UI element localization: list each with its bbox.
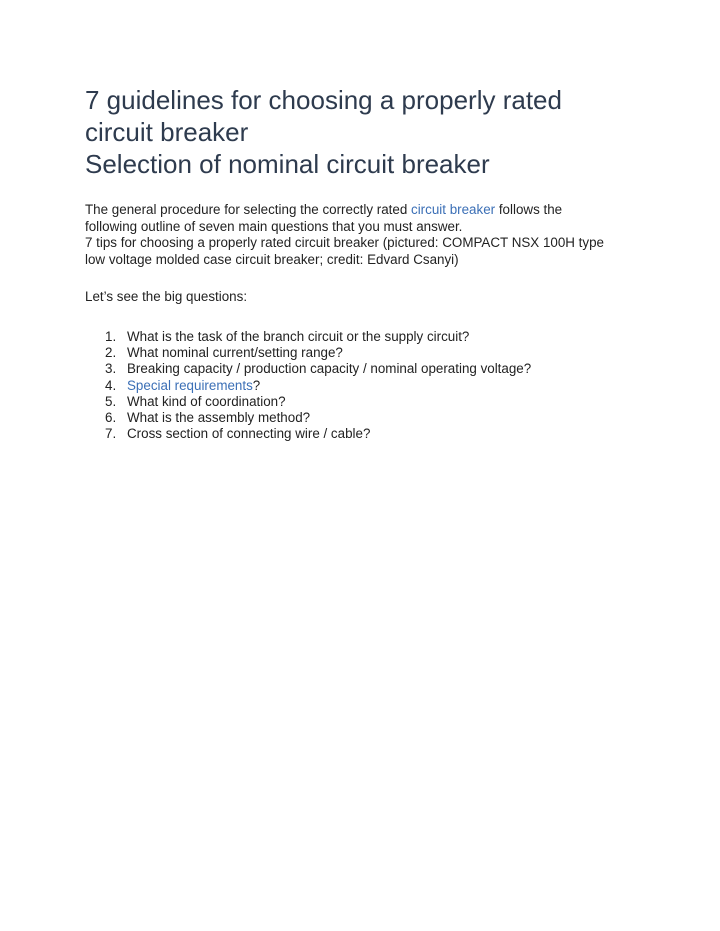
title-line-2: circuit breaker xyxy=(85,117,249,147)
questions-list xyxy=(85,329,531,442)
list-number: 7. xyxy=(105,426,117,442)
list-number: 3. xyxy=(105,361,117,377)
list-item-text: What nominal current/setting range? xyxy=(127,345,343,361)
lead-text: Let’s see the big questions: xyxy=(85,289,248,304)
list-number: 5. xyxy=(105,393,117,409)
list-item xyxy=(85,329,531,345)
intro-paragraph xyxy=(85,202,685,268)
image-caption-line-2: low voltage molded case circuit breaker; credit: Edvard Csanyi) xyxy=(85,251,459,267)
title-line-1: 7 guidelines for choosing a properly rated xyxy=(85,85,562,115)
intro-text-before: The general procedure for selecting the correctly rated xyxy=(85,202,412,217)
list-item xyxy=(85,410,531,426)
list-number: 4. xyxy=(105,377,117,393)
list-item xyxy=(85,345,531,361)
list-number: 1. xyxy=(105,329,117,344)
list-item xyxy=(85,361,531,377)
list-number: 6. xyxy=(105,410,117,426)
list-item-text: What kind of coordination? xyxy=(127,393,286,409)
intro-line-2: following outline of seven main questions that you must answer. xyxy=(85,218,463,234)
list-item-text: What is the assembly method? xyxy=(127,410,311,426)
list-item xyxy=(85,378,531,394)
list-item xyxy=(85,394,531,410)
intro-text-after: follows the xyxy=(495,202,563,217)
special-requirements-link[interactable]: Special requirements xyxy=(127,377,253,393)
list-item-text: What is the task of the branch circuit or the supply circuit? xyxy=(127,329,470,344)
list-number: 2. xyxy=(105,345,117,361)
image-caption-line-1: 7 tips for choosing a properly rated circuit breaker (pictured: COMPACT NSX 100H type xyxy=(85,235,604,250)
list-item-text: Cross section of connecting wire / cable? xyxy=(127,426,371,442)
intro-line-1 xyxy=(85,202,685,219)
list-item xyxy=(85,426,531,442)
subtitle: Selection of nominal circuit breaker xyxy=(85,149,490,179)
list-item-text: Breaking capacity / production capacity / nominal operating voltage? xyxy=(127,361,532,377)
page-title xyxy=(85,84,685,180)
circuit-breaker-link[interactable]: circuit breaker xyxy=(411,202,496,217)
list-item-text: ? xyxy=(252,377,261,393)
